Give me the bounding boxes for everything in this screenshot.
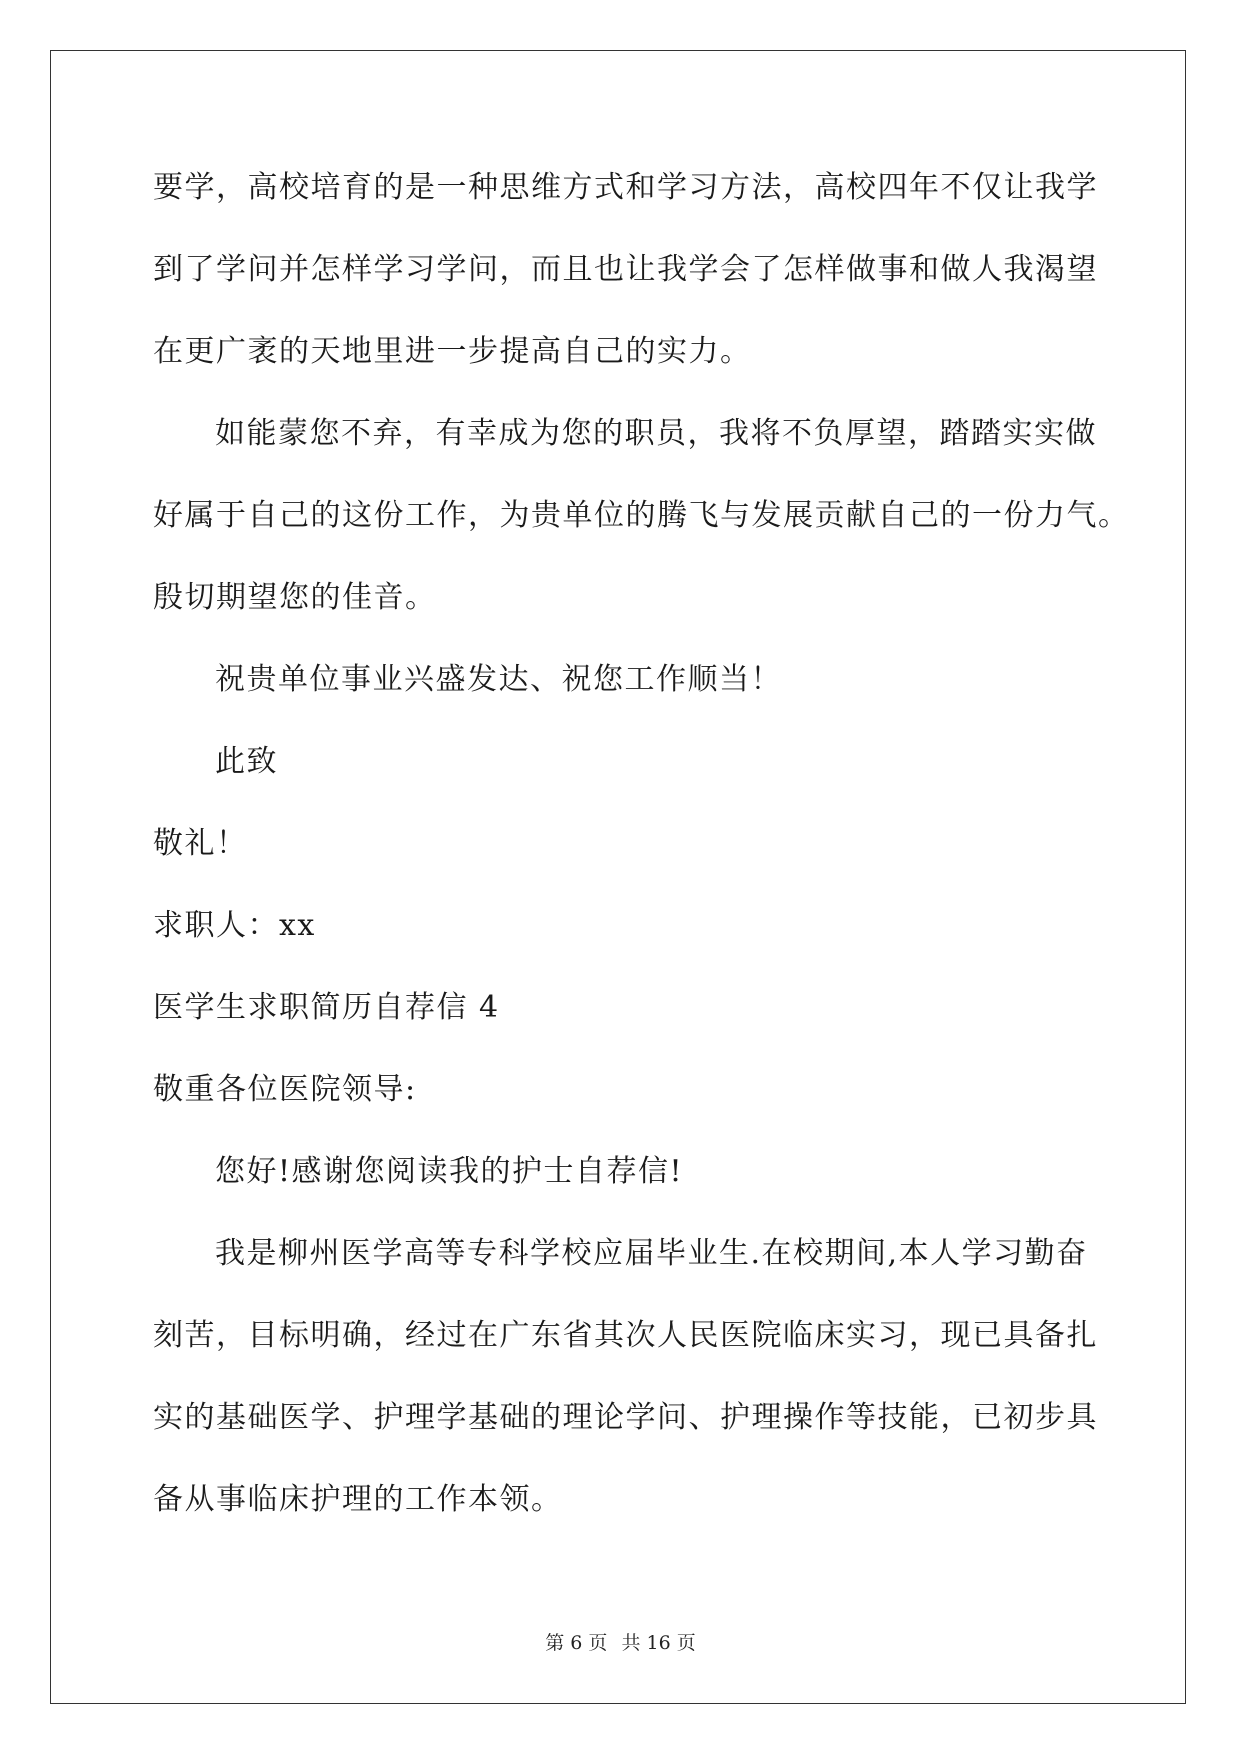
text-line: 祝贵单位事业兴盛发达、祝您工作顺当！: [215, 662, 782, 697]
closing-regards: 敬礼！: [153, 826, 248, 861]
text-line: 在更广袤的天地里进一步提高自己的实力。: [153, 334, 752, 369]
text-line: 好属于自己的这份工作，为贵单位的腾飞与发展贡献自己的一份力气。: [153, 498, 1130, 533]
applicant-signature: 求职人：xx: [153, 908, 316, 943]
document-body: [153, 160, 1130, 1554]
text-line: 如能蒙您不弃，有幸成为您的职员，我将不负厚望，踏踏实实做: [215, 416, 1097, 451]
text-line: 备从事临床护理的工作本领。: [153, 1482, 563, 1517]
text-line: 要学，高校培育的是一种思维方式和学习方法，高校四年不仅让我学: [153, 170, 1098, 205]
section-title: 医学生求职简历自荐信 4: [153, 990, 500, 1025]
page-number: 第 6 页: [545, 1632, 608, 1654]
text-line: 您好!感谢您阅读我的护士自荐信!: [215, 1154, 684, 1189]
text-line: 到了学问并怎样学习学问，而且也让我学会了怎样做事和做人我渴望: [153, 252, 1098, 287]
text-line: 殷切期望您的佳音。: [153, 580, 437, 615]
letter-greeting: 敬重各位医院领导:: [153, 1072, 417, 1107]
text-line: 刻苦，目标明确，经过在广东省其次人民医院临床实习，现已具备扎: [153, 1318, 1098, 1353]
text-line: 我是柳州医学高等专科学校应届毕业生.在校期间,本人学习勤奋: [215, 1236, 1088, 1271]
text-line: 实的基础医学、护理学基础的理论学问、护理操作等技能，已初步具: [153, 1400, 1098, 1435]
closing-salutation: 此致: [215, 744, 278, 779]
page-total: 共 16 页: [621, 1632, 696, 1654]
page-footer: [0, 1628, 1241, 1655]
